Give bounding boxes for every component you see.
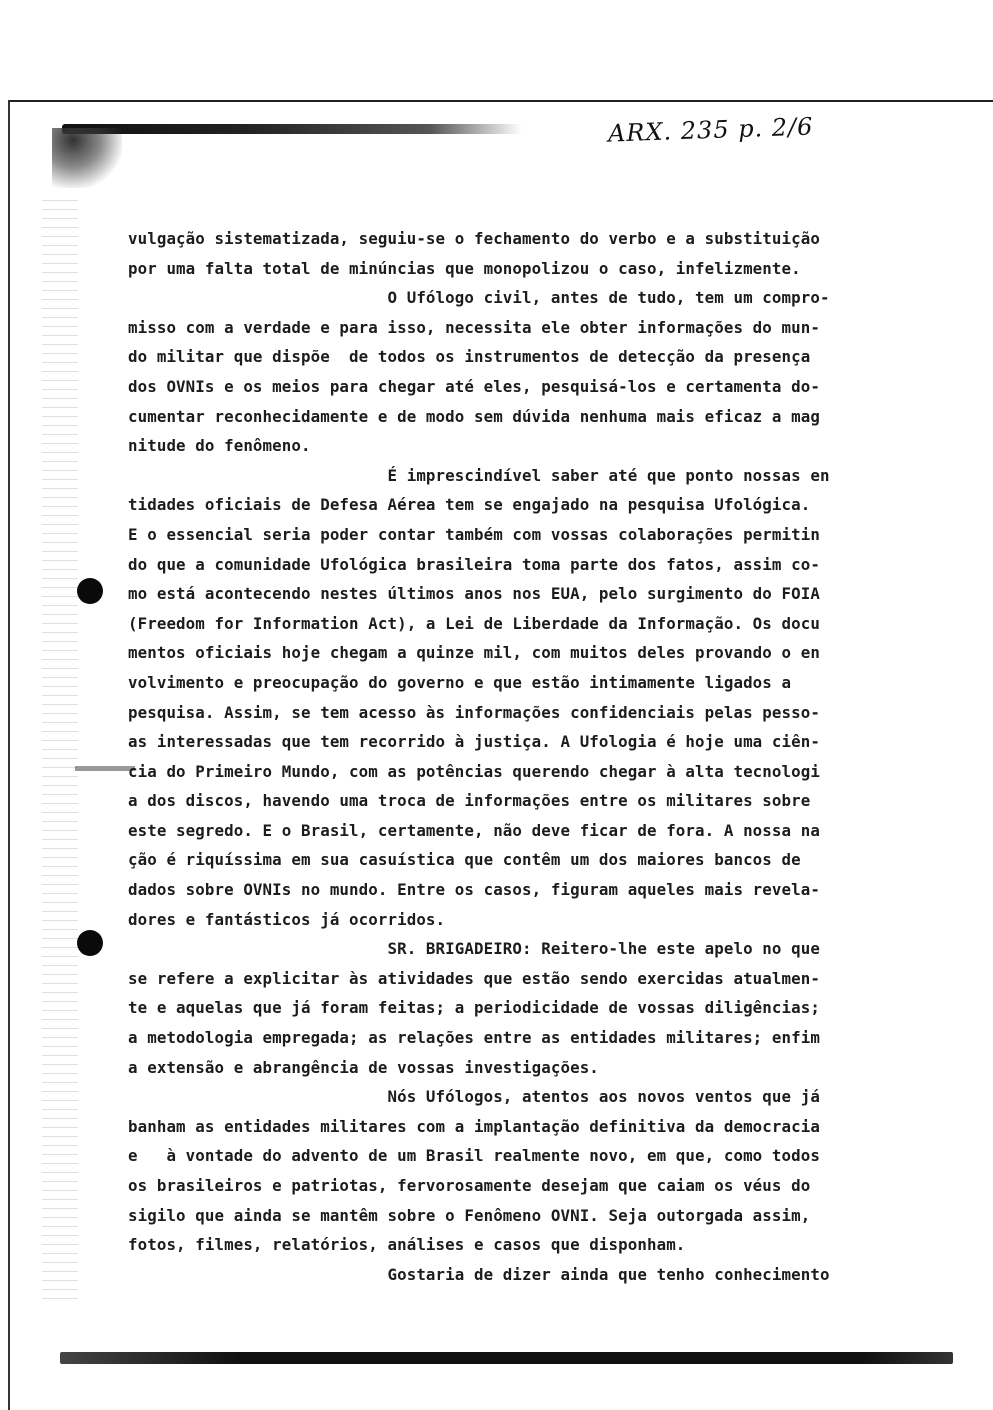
text-line: a metodologia empregada; as relações entre as entidades militares; enfim — [128, 1028, 820, 1048]
text-line: Gostaria de dizer ainda que tenho conhecimento — [128, 1264, 830, 1284]
scan-smear-bottom — [60, 1352, 953, 1364]
punch-hole-upper — [77, 578, 103, 604]
punch-hole-lower — [77, 930, 103, 956]
text-line: dores e fantásticos já ocorridos. — [128, 909, 446, 929]
text-line: a extensão e abrangência de vossas investigações. — [128, 1057, 599, 1077]
text-line: se refere a explicitar às atividades que estão sendo exercidas atualmen- — [128, 968, 820, 988]
text-line: dados sobre OVNIs no mundo. Entre os casos, figuram aqueles mais revela- — [128, 880, 820, 900]
text-line: tidades oficiais de Defesa Aérea tem se engajado na pesquisa Ufológica. — [128, 495, 811, 515]
text-line: Nós Ufólogos, atentos aos novos ventos que já — [128, 1087, 820, 1107]
text-line: nitude do fenômeno. — [128, 436, 311, 456]
text-line: do que a comunidade Ufológica brasileira toma parte dos fatos, assim co- — [128, 554, 820, 574]
text-line: este segredo. E o Brasil, certamente, não deve ficar de fora. A nossa na — [128, 820, 820, 840]
letter-body — [128, 224, 908, 1289]
text-line: mo está acontecendo nestes últimos anos nos EUA, pelo surgimento do FOIA — [128, 584, 820, 604]
text-line: te e aquelas que já foram feitas; a periodicidade de vossas diligências; — [128, 998, 820, 1018]
text-line: cia do Primeiro Mundo, com as potências querendo chegar à alta tecnologi — [128, 761, 820, 781]
text-line: (Freedom for Information Act), a Lei de Liberdade da Informação. Os docu — [128, 613, 820, 633]
text-line: do militar que dispõe de todos os instrumentos de detecção da presença — [128, 347, 811, 367]
text-line: sigilo que ainda se mantêm sobre o Fenômeno OVNI. Seja outorgada assim, — [128, 1205, 811, 1225]
scan-smear-corner — [52, 128, 122, 188]
scan-streak — [75, 766, 135, 771]
text-line: E o essencial seria poder contar também com vossas colaborações permitin — [128, 524, 820, 544]
text-line: misso com a verdade e para isso, necessita ele obter informações do mun- — [128, 317, 820, 337]
text-line: ção é riquíssima em sua casuística que contêm um dos maiores bancos de — [128, 850, 801, 870]
text-line: volvimento e preocupação do governo e que estão intimamente ligados a — [128, 672, 792, 692]
text-line: a dos discos, havendo uma troca de informações entre os militares sobre — [128, 791, 811, 811]
text-line: vulgação sistematizada, seguiu-se o fechamento do verbo e a substituição — [128, 229, 820, 248]
text-line: os brasileiros e patriotas, fervorosamente desejam que caiam os véus do — [128, 1176, 811, 1195]
text-line: O Ufólogo civil, antes de tudo, tem um compro- — [128, 288, 830, 308]
scan-smear-top — [62, 124, 522, 134]
page-border-top — [8, 100, 993, 102]
text-line: banham as entidades militares com a implantação definitiva da democracia — [128, 1116, 820, 1136]
text-line: É imprescindível saber até que ponto nossas en — [128, 465, 830, 485]
text-line: por uma falta total de minúncias que monopolizou o caso, infelizmente. — [128, 258, 801, 278]
scan-noise-margin — [42, 200, 78, 1300]
text-line: pesquisa. Assim, se tem acesso às informações confidenciais pelas pesso- — [128, 702, 820, 722]
text-line: fotos, filmes, relatórios, análises e casos que disponham. — [128, 1235, 686, 1255]
text-line: dos OVNIs e os meios para chegar até eles, pesquisá-los e certamenta do- — [128, 376, 820, 396]
text-line: e à vontade do advento de um Brasil realmente novo, em que, como todos — [128, 1146, 820, 1166]
text-line: mentos oficiais hoje chegam a quinze mil, com muitos deles provando o en — [128, 643, 820, 663]
text-line: cumentar reconhecidamente e de modo sem dúvida nenhuma mais eficaz a mag — [128, 406, 820, 426]
handwritten-archive-reference: ARX. 235 p. 2/6 — [607, 112, 814, 148]
text-line: as interessadas que tem recorrido à justiça. A Ufologia é hoje uma ciên- — [128, 732, 820, 752]
text-line: SR. BRIGADEIRO: Reitero-lhe este apelo no que — [128, 939, 820, 959]
page-border-left — [8, 100, 10, 1410]
